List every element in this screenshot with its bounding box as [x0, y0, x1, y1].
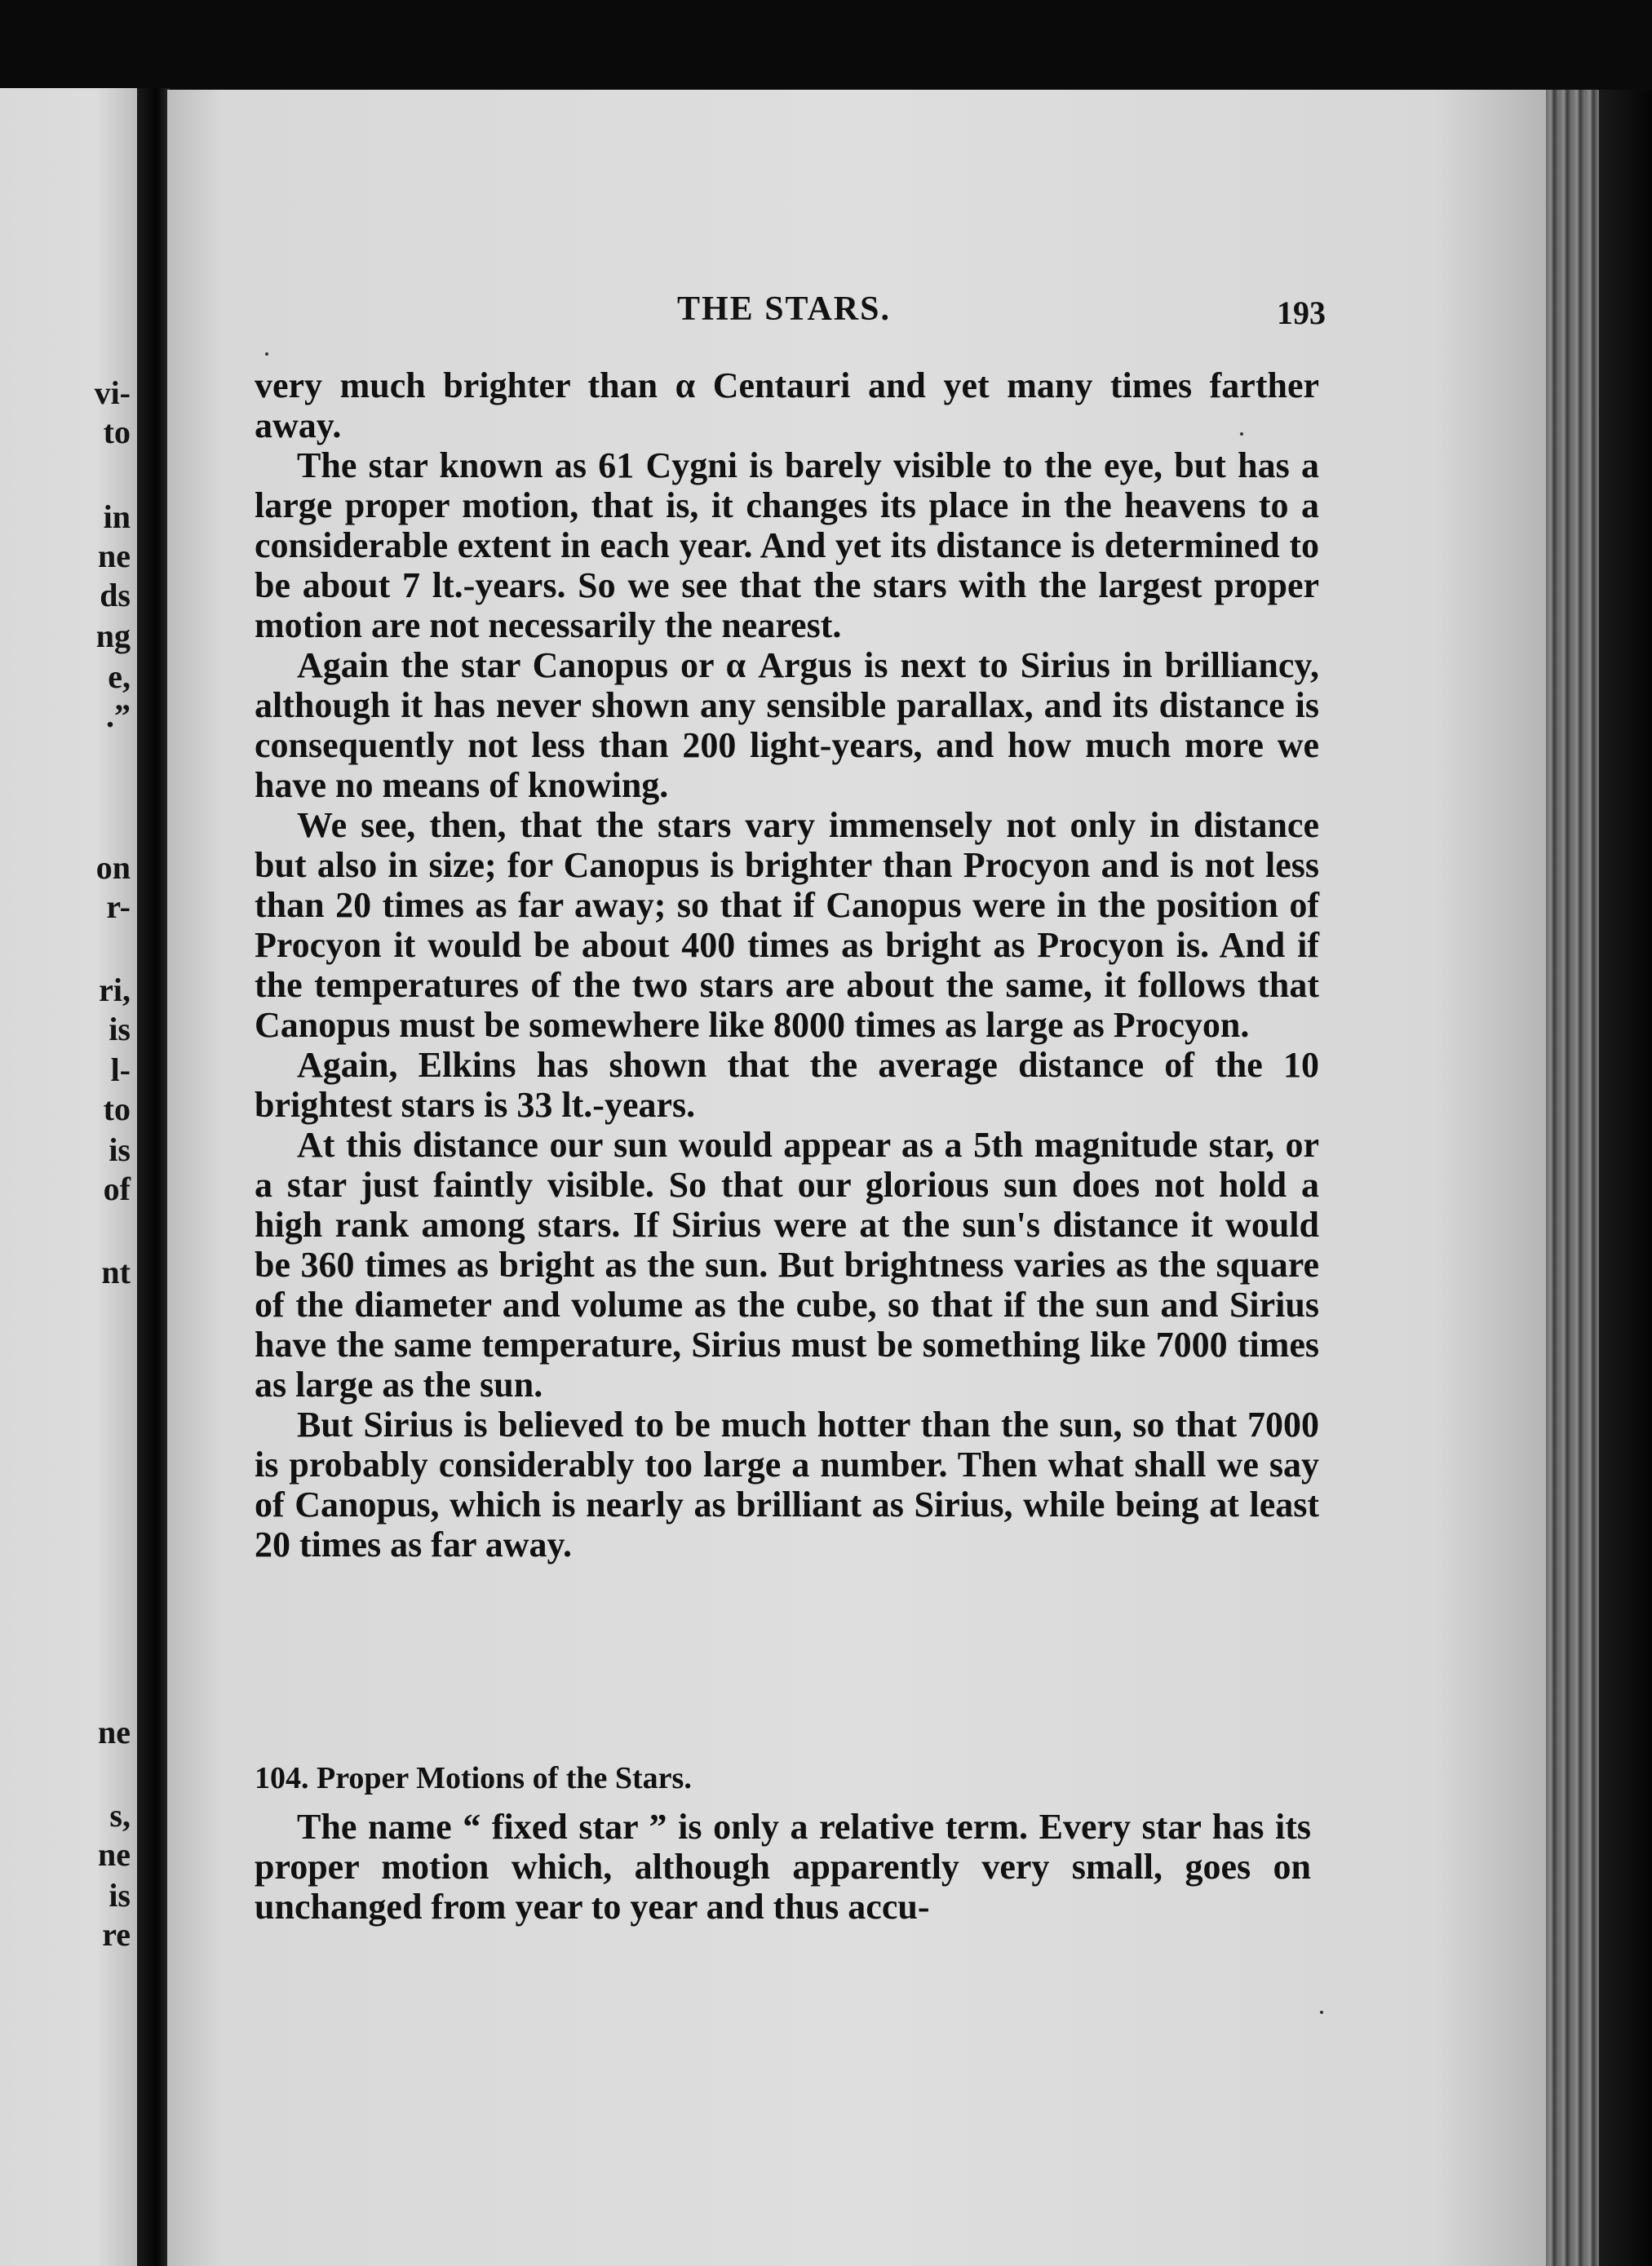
paragraph: At this distance our sun would appear as a 5th magnitude star, or a star just faintly visible. So that our glorious sun does not hold a high rank among stars. If Sirius were at the sun's distance it would be 360 times as bright as the sun. But brightness varies as the square of the diameter and volume as the cube, so that if the sun and Sirius have the same temperature, Sirius must be something like 7000 times as large as the sun. — [255, 1125, 1319, 1405]
left-fragment: e, — [108, 658, 131, 695]
print-speck — [1240, 432, 1243, 436]
page-edge-shadow — [1599, 90, 1652, 2266]
left-fragment: ne — [98, 538, 131, 574]
paragraph: The name “ fixed star ” is only a relative term. Every star has its proper motion which, although apparently very small, goes on unchanged from year to year and thus accu- — [255, 1807, 1311, 1927]
left-fragment: vi- — [94, 374, 131, 411]
paragraph: very much brighter than α Centauri and yet many times farther away. — [255, 365, 1319, 445]
left-fragment: to — [103, 414, 131, 450]
left-fragment: .” — [106, 697, 131, 734]
section-heading: 104. Proper Motions of the Stars. — [255, 1761, 692, 1795]
print-speck — [1320, 2011, 1323, 2014]
left-fragment: re — [102, 1916, 131, 1953]
left-fragment: l- — [110, 1051, 131, 1088]
paragraph: But Sirius is believed to be much hotter than the sun, so that 7000 is probably considerably too large a number. Then what shall we say of Canopus, which is nearly as brilliant as Sirius, while being at least 20 times as far away. — [255, 1405, 1319, 1565]
left-fragment: ds — [100, 577, 131, 613]
paragraph: The star known as 61 Cygni is barely visible to the eye, but has a large proper motion, that is, it changes its place in the heavens to a considerable extent in each year. And yet its distance is determined to be about 7 lt.-years. So we see that the stars with the largest proper motion are not necessarily the nearest. — [255, 445, 1319, 645]
left-fragment: ne — [98, 1836, 131, 1873]
left-fragment: ng — [95, 617, 131, 654]
left-fragment: is — [109, 1131, 131, 1168]
body-text — [255, 365, 1319, 1565]
left-fragment: on — [95, 849, 131, 886]
paragraph: We see, then, that the stars vary immensely not only in distance but also in size; for Canopus is brighter than Procyon and is not less than 20 times as far away; so that if Canopus were in the position of Procyon it would be about 400 times as bright as Procyon is. And if the temperatures of the two stars are about the same, it follows that Canopus must be somewhere like 8000 times as large as Procyon. — [255, 805, 1319, 1045]
paragraph: Again, Elkins has shown that the average distance of the 10 brightest stars is 33 lt.-years. — [255, 1045, 1319, 1125]
print-speck — [265, 352, 268, 356]
section-text — [255, 1807, 1311, 1927]
paragraph: Again the star Canopus or α Argus is next to Sirius in brilliancy, although it has never shown any sensible parallax, and its distance is consequently not less than 200 light-years, and how much more we have no means of knowing. — [255, 645, 1319, 805]
left-fragment: r- — [106, 888, 131, 925]
left-fragment: s, — [109, 1797, 131, 1834]
left-fragment: in — [103, 498, 131, 535]
left-fragment: to — [103, 1091, 131, 1127]
left-fragment: is — [109, 1011, 131, 1047]
left-fragment: is — [109, 1877, 131, 1914]
left-fragment: of — [103, 1171, 131, 1207]
left-fragment: ri, — [99, 971, 131, 1008]
page-number: 193 — [1277, 294, 1326, 331]
previous-page-fragment — [0, 88, 137, 2266]
running-head: THE STARS. — [677, 290, 891, 328]
book-gutter — [137, 88, 170, 2266]
left-fragment: nt — [101, 1254, 131, 1290]
left-fragment: ne — [98, 1714, 131, 1750]
